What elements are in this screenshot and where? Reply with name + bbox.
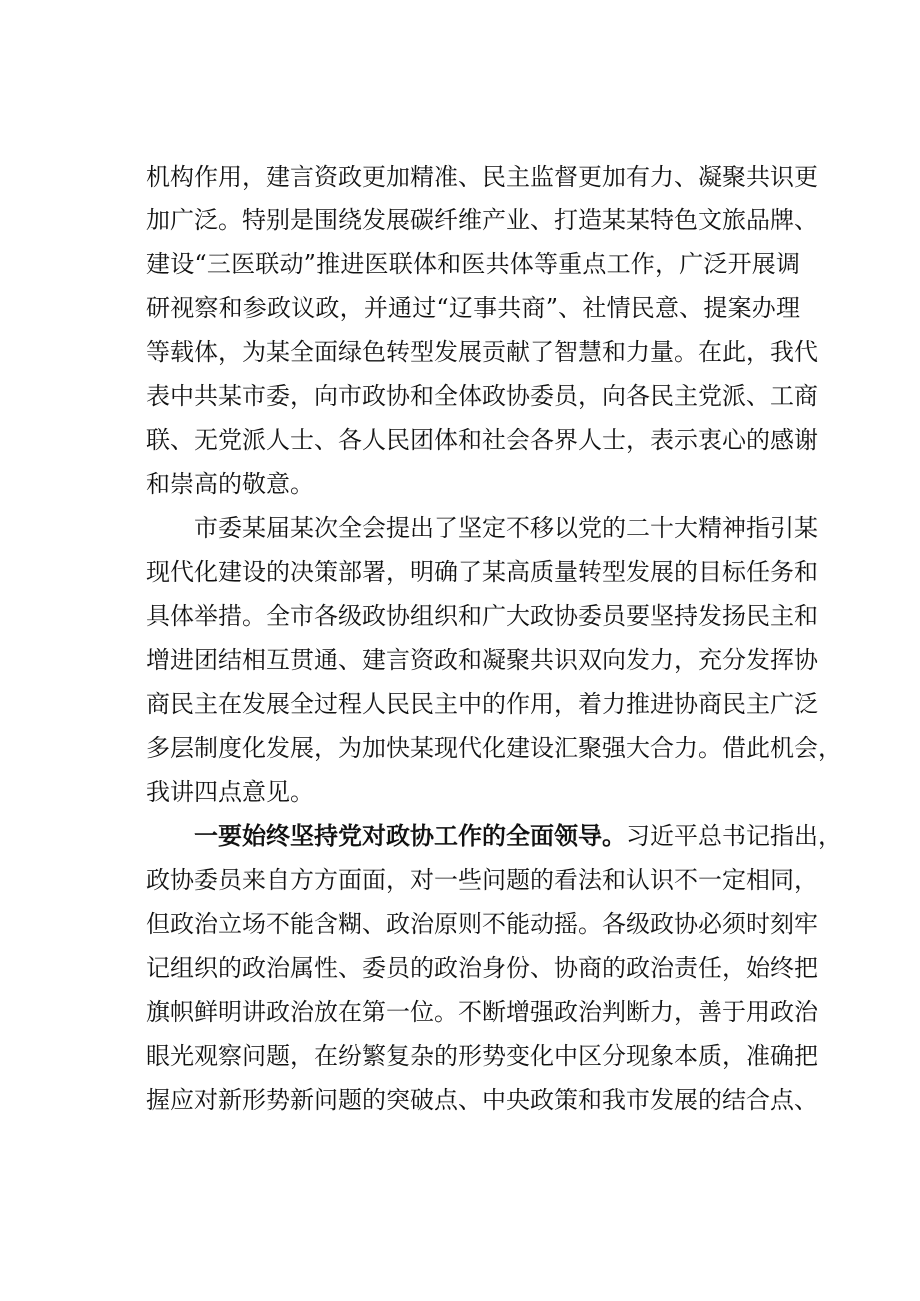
paragraph-2-line-4: 增进团结相互贯通、建言资政和凝聚共识双向发力，充分发挥协 <box>146 646 818 674</box>
paragraph-1-line-8: 和崇高的敬意。 <box>146 470 314 498</box>
paragraph-2-line-5: 商民主在发展全过程人民民主中的作用，着力推进协商民主广泛 <box>146 690 818 718</box>
paragraph-1-line-1: 机构作用，建言资政更加精准、民主监督更加有力、凝聚共识更 <box>146 163 818 191</box>
paragraph-1-line-5: 等载体，为某全面绿色转型发展贡献了智慧和力量。在此，我代 <box>146 338 818 366</box>
paragraph-3-line-1 <box>194 820 842 852</box>
paragraph-3-line-6: 眼光观察问题，在纷繁复杂的形势变化中区分现象本质，准确把 <box>146 1042 818 1070</box>
paragraph-2-line-7: 我讲四点意见。 <box>146 778 314 806</box>
paragraph-1-line-7: 联、无党派人士、各人民团体和社会各界人士，表示衷心的感谢 <box>146 426 818 454</box>
paragraph-3-line-7: 握应对新形势新问题的突破点、中央政策和我市发展的结合点、 <box>146 1086 818 1114</box>
section-heading-1: 一要始终坚持党对政协工作的全面领导。 <box>194 821 626 850</box>
paragraph-3-lead: 习近平总书记指出， <box>626 822 842 850</box>
paragraph-1-line-6: 表中共某市委，向市政协和全体政协委员，向各民主党派、工商 <box>146 382 818 410</box>
paragraph-2-line-6: 多层制度化发展，为加快某现代化建设汇聚强大合力。借此机会， <box>146 734 842 762</box>
paragraph-3-line-4: 记组织的政治属性、委员的政治身份、协商的政治责任，始终把 <box>146 954 818 982</box>
paragraph-3-line-3: 但政治立场不能含糊、政治原则不能动摇。各级政协必须时刻牢 <box>146 910 818 938</box>
paragraph-1-line-2: 加广泛。特别是围绕发展碳纤维产业、打造某某特色文旅品牌、 <box>146 206 818 234</box>
paragraph-2-line-1: 市委某届某次全会提出了坚定不移以党的二十大精神指引某 <box>194 514 818 542</box>
paragraph-2-line-2: 现代化建设的决策部署，明确了某高质量转型发展的目标任务和 <box>146 558 818 586</box>
paragraph-1-line-4: 研视察和参政议政，并通过“辽事共商”、社情民意、提案办理 <box>146 294 800 322</box>
paragraph-2-line-3: 具体举措。全市各级政协组织和广大政协委员要坚持发扬民主和 <box>146 602 818 630</box>
paragraph-3-line-2: 政协委员来自方方面面，对一些问题的看法和认识不一定相同， <box>146 866 818 894</box>
paragraph-3-line-5: 旗帜鲜明讲政治放在第一位。不断增强政治判断力，善于用政治 <box>146 998 818 1026</box>
paragraph-1-line-3: 建设“三医联动”推进医联体和医共体等重点工作，广泛开展调 <box>146 250 800 278</box>
